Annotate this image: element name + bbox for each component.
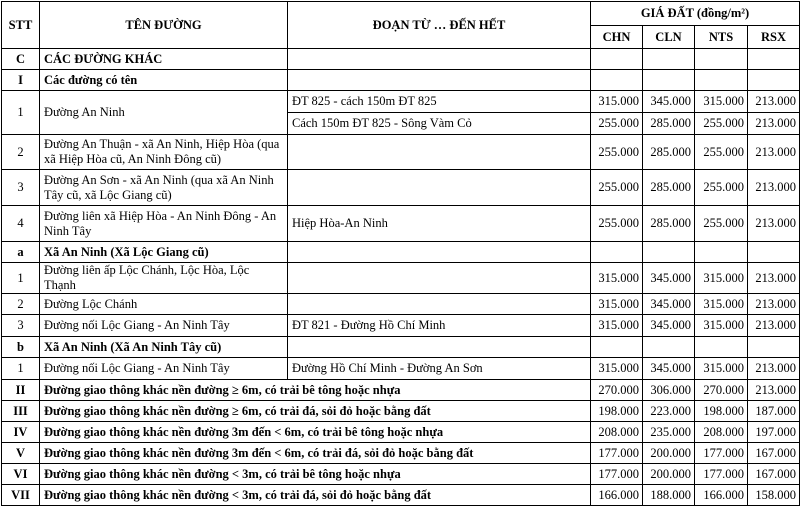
row-rsx: 187.000 (748, 401, 800, 422)
row-chn: 315.000 (591, 263, 643, 294)
row-stt: V (2, 443, 40, 464)
row-chn: 255.000 (591, 113, 643, 135)
header-stt: STT (2, 2, 40, 49)
row-rsx (748, 242, 800, 263)
row-segment (288, 70, 591, 91)
row-nts (695, 337, 748, 358)
row-chn: 208.000 (591, 422, 643, 443)
table-row (2, 135, 800, 170)
row-chn: 198.000 (591, 401, 643, 422)
row-stt: 1 (2, 91, 40, 135)
row-cln (643, 337, 695, 358)
row-chn: 315.000 (591, 315, 643, 337)
row-segment (288, 337, 591, 358)
table-row (2, 464, 800, 485)
row-chn (591, 337, 643, 358)
header-chn: CHN (591, 26, 643, 49)
row-stt: a (2, 242, 40, 263)
row-rsx: 213.000 (748, 170, 800, 206)
row-stt: 1 (2, 358, 40, 380)
row-chn: 255.000 (591, 170, 643, 206)
row-nts: 315.000 (695, 358, 748, 380)
row-name: Đường liên ấp Lộc Chánh, Lộc Hòa, Lộc Thạnh (40, 263, 288, 294)
row-rsx: 213.000 (748, 358, 800, 380)
row-chn: 255.000 (591, 135, 643, 170)
row-stt: C (2, 49, 40, 70)
row-segment: ĐT 825 - cách 150m ĐT 825 (288, 91, 591, 113)
header-nts: NTS (695, 26, 748, 49)
row-rsx: 213.000 (748, 135, 800, 170)
row-rsx: 158.000 (748, 485, 800, 506)
row-chn (591, 70, 643, 91)
row-cln (643, 49, 695, 70)
table-row (2, 170, 800, 206)
table-header (2, 2, 800, 49)
row-nts: 208.000 (695, 422, 748, 443)
row-cln: 223.000 (643, 401, 695, 422)
table-row (2, 315, 800, 337)
row-rsx: 213.000 (748, 380, 800, 401)
table-row (2, 242, 800, 263)
row-cln: 285.000 (643, 113, 695, 135)
row-nts (695, 242, 748, 263)
table-row (2, 70, 800, 91)
row-chn: 315.000 (591, 294, 643, 315)
row-cln: 345.000 (643, 315, 695, 337)
row-chn: 315.000 (591, 91, 643, 113)
row-cln: 285.000 (643, 170, 695, 206)
row-nts (695, 49, 748, 70)
row-nts: 315.000 (695, 315, 748, 337)
row-name: Đường Lộc Chánh (40, 294, 288, 315)
row-chn: 255.000 (591, 206, 643, 242)
row-chn: 315.000 (591, 358, 643, 380)
row-name: Xã An Ninh (Xã Lộc Giang cũ) (40, 242, 288, 263)
row-segment (288, 242, 591, 263)
row-name: Các đường có tên (40, 70, 288, 91)
row-cln: 306.000 (643, 380, 695, 401)
row-stt: 4 (2, 206, 40, 242)
row-cln: 285.000 (643, 206, 695, 242)
table-row (2, 49, 800, 70)
row-name: Đường giao thông khác nền đường < 3m, có trải bê tông hoặc nhựa (40, 464, 591, 485)
row-rsx: 213.000 (748, 294, 800, 315)
row-nts: 315.000 (695, 91, 748, 113)
row-name: Đường giao thông khác nền đường 3m đến < 6m, có trải bê tông hoặc nhựa (40, 422, 591, 443)
row-chn (591, 49, 643, 70)
row-rsx: 213.000 (748, 113, 800, 135)
row-stt: IV (2, 422, 40, 443)
row-nts: 315.000 (695, 294, 748, 315)
row-rsx (748, 49, 800, 70)
row-cln: 285.000 (643, 135, 695, 170)
row-name: Đường giao thông khác nền đường ≥ 6m, có trải bê tông hoặc nhựa (40, 380, 591, 401)
row-nts: 177.000 (695, 464, 748, 485)
row-name: Đường An Ninh (40, 91, 288, 135)
table-row (2, 91, 800, 113)
row-rsx: 213.000 (748, 206, 800, 242)
row-stt: 3 (2, 315, 40, 337)
row-rsx: 213.000 (748, 91, 800, 113)
row-segment (288, 294, 591, 315)
row-cln: 235.000 (643, 422, 695, 443)
header-rsx: RSX (748, 26, 800, 49)
row-cln: 345.000 (643, 91, 695, 113)
row-stt: 3 (2, 170, 40, 206)
row-name: CÁC ĐƯỜNG KHÁC (40, 49, 288, 70)
row-segment (288, 135, 591, 170)
row-name: Đường An Thuận - xã An Ninh, Hiệp Hòa (qua xã Hiệp Hòa cũ, An Ninh Đông cũ) (40, 135, 288, 170)
row-stt: 1 (2, 263, 40, 294)
row-cln: 200.000 (643, 443, 695, 464)
table-row (2, 206, 800, 242)
row-cln: 345.000 (643, 358, 695, 380)
row-nts: 177.000 (695, 443, 748, 464)
table-row (2, 358, 800, 380)
row-name: Xã An Ninh (Xã An Ninh Tây cũ) (40, 337, 288, 358)
row-segment: ĐT 821 - Đường Hồ Chí Minh (288, 315, 591, 337)
table-row (2, 485, 800, 506)
row-segment (288, 49, 591, 70)
row-stt: 2 (2, 135, 40, 170)
row-cln (643, 242, 695, 263)
land-price-table (1, 1, 800, 506)
row-nts: 255.000 (695, 206, 748, 242)
row-rsx: 213.000 (748, 315, 800, 337)
row-chn (591, 242, 643, 263)
row-cln: 188.000 (643, 485, 695, 506)
row-chn: 166.000 (591, 485, 643, 506)
row-nts: 315.000 (695, 263, 748, 294)
row-rsx: 167.000 (748, 443, 800, 464)
row-chn: 270.000 (591, 380, 643, 401)
table-row (2, 443, 800, 464)
row-name: Đường nối Lộc Giang - An Ninh Tây (40, 315, 288, 337)
row-nts: 255.000 (695, 135, 748, 170)
row-name: Đường giao thông khác nền đường < 3m, có trải đá, sỏi đỏ hoặc bằng đất (40, 485, 591, 506)
row-rsx (748, 70, 800, 91)
row-cln (643, 70, 695, 91)
header-cln: CLN (643, 26, 695, 49)
header-doan-tu: ĐOẠN TỪ … ĐẾN HẾT (288, 2, 591, 49)
row-rsx (748, 337, 800, 358)
row-name: Đường giao thông khác nền đường 3m đến < 6m, có trải đá, sỏi đỏ hoặc bằng đất (40, 443, 591, 464)
row-cln: 345.000 (643, 263, 695, 294)
row-stt: VII (2, 485, 40, 506)
row-segment (288, 263, 591, 294)
row-nts: 198.000 (695, 401, 748, 422)
row-nts: 255.000 (695, 113, 748, 135)
row-cln: 200.000 (643, 464, 695, 485)
header-ten-duong: TÊN ĐƯỜNG (40, 2, 288, 49)
table-row (2, 337, 800, 358)
row-nts (695, 70, 748, 91)
row-name: Đường nối Lộc Giang - An Ninh Tây (40, 358, 288, 380)
row-rsx: 167.000 (748, 464, 800, 485)
row-name: Đường An Sơn - xã An Ninh (qua xã An Ninh Tây cũ, xã Lộc Giang cũ) (40, 170, 288, 206)
table-row (2, 401, 800, 422)
row-chn: 177.000 (591, 464, 643, 485)
row-segment: Đường Hồ Chí Minh - Đường An Sơn (288, 358, 591, 380)
row-stt: VI (2, 464, 40, 485)
row-rsx: 197.000 (748, 422, 800, 443)
table-row (2, 294, 800, 315)
row-segment (288, 170, 591, 206)
row-nts: 270.000 (695, 380, 748, 401)
row-nts: 255.000 (695, 170, 748, 206)
table-row (2, 263, 800, 294)
row-stt: III (2, 401, 40, 422)
row-cln: 345.000 (643, 294, 695, 315)
row-rsx: 213.000 (748, 263, 800, 294)
row-name: Đường giao thông khác nền đường ≥ 6m, có trải đá, sỏi đỏ hoặc bằng đất (40, 401, 591, 422)
table-row (2, 380, 800, 401)
row-chn: 177.000 (591, 443, 643, 464)
row-name: Đường liên xã Hiệp Hòa - An Ninh Đông - An Ninh Tây (40, 206, 288, 242)
row-stt: I (2, 70, 40, 91)
header-gia-dat: GIÁ ĐẤT (đồng/m²) (591, 2, 800, 26)
row-stt: 2 (2, 294, 40, 315)
row-stt: II (2, 380, 40, 401)
row-stt: b (2, 337, 40, 358)
row-nts: 166.000 (695, 485, 748, 506)
row-segment: Hiệp Hòa-An Ninh (288, 206, 591, 242)
row-segment: Cách 150m ĐT 825 - Sông Vàm Cỏ (288, 113, 591, 135)
table-row (2, 422, 800, 443)
